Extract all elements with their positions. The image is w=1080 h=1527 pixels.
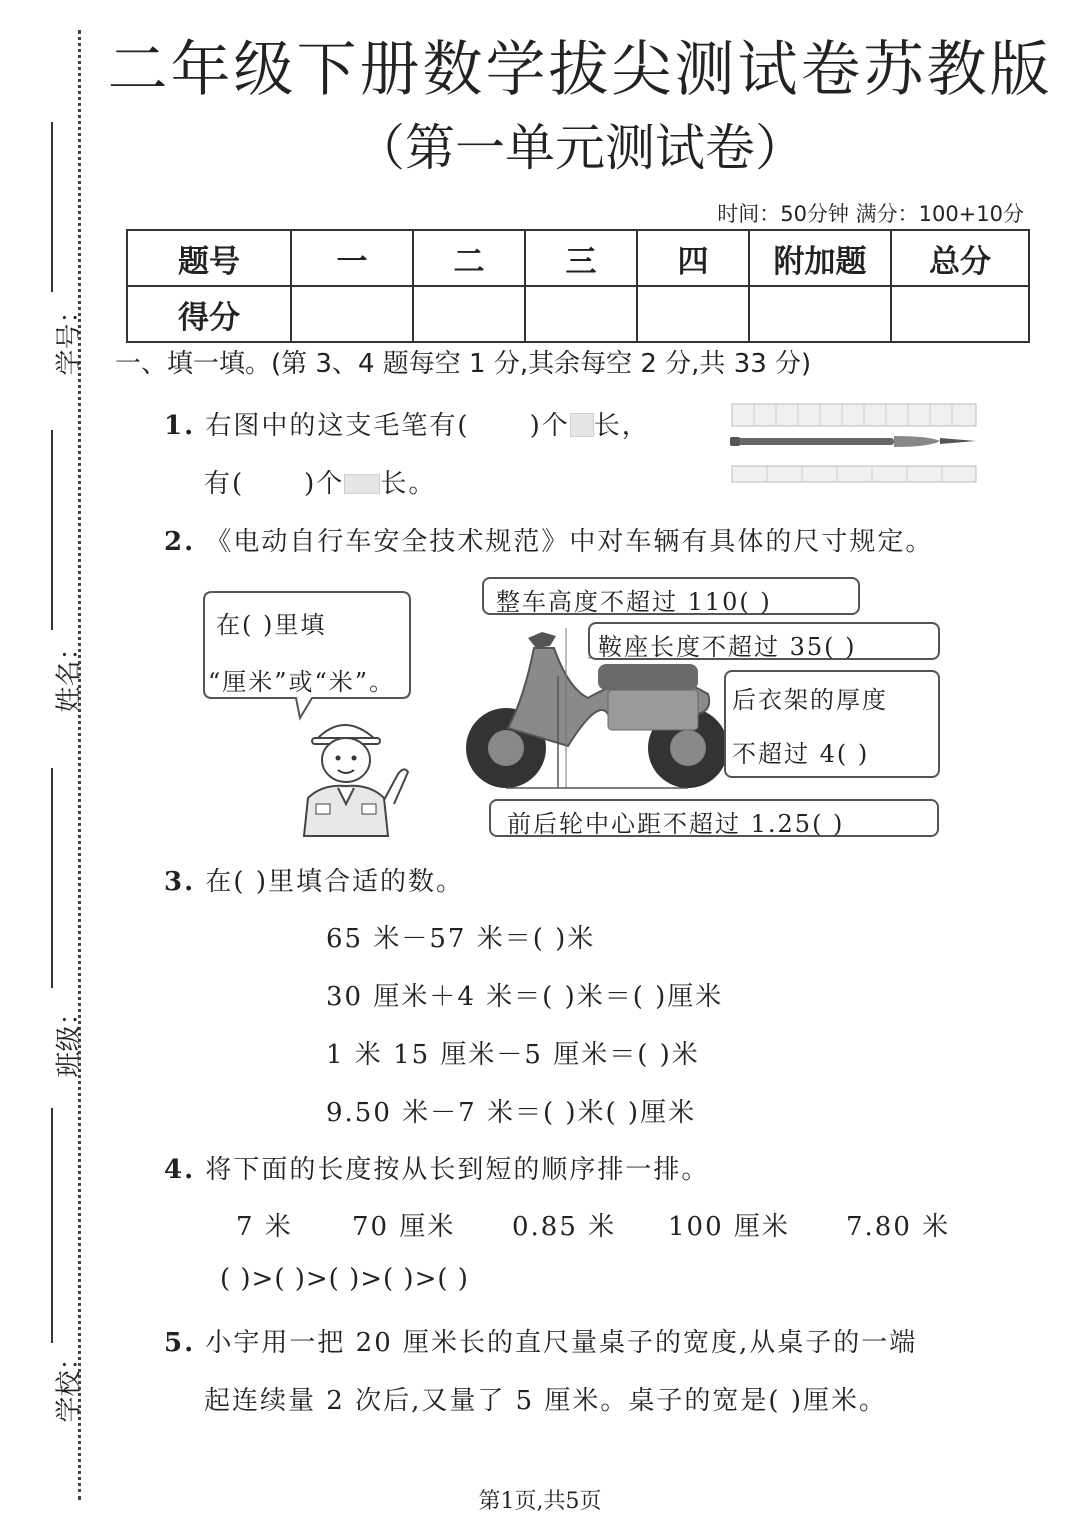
q1-text-d: 有( <box>204 469 245 499</box>
page-title: 二年级下册数学拔尖测试卷苏教版 <box>107 35 1053 105</box>
question-5-line1 <box>164 1322 917 1359</box>
score-header-cell: 总分 <box>891 230 1029 286</box>
name-label: 姓名： <box>54 634 85 713</box>
q3-equation-2: 30 厘米＋4 米＝( )米＝( )厘米 <box>326 982 724 1012</box>
class-line <box>51 768 53 988</box>
section-heading: 一、填一填。(第 3、4 题每空 1 分,其余每空 2 分,共 33 分) <box>115 349 812 379</box>
score-table-header-row <box>127 230 1029 286</box>
question-number: 4. <box>164 1155 196 1185</box>
q4-length-item: 7 米 <box>236 1212 293 1242</box>
label-height-text: 整车高度不超过 110( ) <box>496 588 772 616</box>
q3-equation-3: 1 米 15 厘米－5 厘米＝( )米 <box>326 1040 700 1070</box>
page-footer: 第1页,共5页 <box>478 1489 602 1514</box>
q4-order-blanks[interactable]: ( )>( )>( )>( )>( ) <box>220 1264 469 1294</box>
q2-text: 《电动自行车安全技术规范》中对车辆有具体的尺寸规定。 <box>205 527 934 557</box>
score-cell[interactable] <box>525 286 637 342</box>
question-number: 2. <box>164 527 196 557</box>
q1-text-b: )个 <box>529 411 570 441</box>
score-header-cell: 三 <box>525 230 637 286</box>
score-table <box>126 229 1030 343</box>
q4-length-item: 70 厘米 <box>352 1212 456 1242</box>
label-box-seat <box>588 622 940 660</box>
score-table-score-row <box>127 286 1029 342</box>
label-rack-text-2: 不超过 4( ) <box>732 740 870 768</box>
q3-equation-1: 65 米－57 米＝( )米 <box>326 924 596 954</box>
bottom-rect-grid <box>732 466 976 482</box>
q4-length-item: 7.80 米 <box>846 1212 951 1242</box>
score-row-label: 得分 <box>127 286 291 342</box>
q1-text-a: 右图中的这支毛笔有( <box>205 411 470 441</box>
label-wheel-text: 前后轮中心距不超过 1.25( ) <box>507 810 845 838</box>
time-info: 时间：50分钟 满分：100+10分 <box>717 202 1024 226</box>
score-cell[interactable] <box>749 286 891 342</box>
rectangle-unit-icon <box>344 474 380 494</box>
q4-length-item: 0.85 米 <box>512 1212 617 1242</box>
label-rack-text-1: 后衣架的厚度 <box>732 686 888 714</box>
question-2 <box>164 521 933 558</box>
school-line <box>51 1108 53 1343</box>
binding-dotted-line <box>78 30 81 1500</box>
q1-text-c: 长， <box>593 411 650 441</box>
score-cell[interactable] <box>637 286 749 342</box>
question-1-line1 <box>164 405 650 442</box>
small-square-unit-icon <box>570 413 594 437</box>
score-cell[interactable] <box>891 286 1029 342</box>
q1-text-f: 长。 <box>380 469 437 499</box>
bubble-line-1: 在( )里填 <box>216 611 327 639</box>
top-square-grid <box>732 404 976 426</box>
q1-text-e: )个 <box>304 469 345 499</box>
score-header-cell: 二 <box>413 230 525 286</box>
question-5-line2: 起连续量 2 次后,又量了 5 厘米。桌子的宽是( )厘米。 <box>204 1386 887 1416</box>
score-header-cell: 题号 <box>127 230 291 286</box>
bubble-line-2: “厘米”或“米”。 <box>208 668 396 696</box>
score-header-cell: 四 <box>637 230 749 286</box>
question-number: 5. <box>164 1328 196 1358</box>
brush-icon <box>730 436 976 447</box>
score-cell[interactable] <box>291 286 413 342</box>
worker-boy-illustration <box>282 708 412 838</box>
q4-length-item: 100 厘米 <box>668 1212 790 1242</box>
score-cell[interactable] <box>413 286 525 342</box>
name-line <box>51 430 53 630</box>
question-4 <box>164 1149 709 1186</box>
q4-text: 将下面的长度按从长到短的顺序排一排。 <box>205 1155 710 1185</box>
q3-equation-4: 9.50 米－7 米＝( )米( )厘米 <box>326 1098 697 1128</box>
question-number: 3. <box>164 867 196 897</box>
score-header-cell: 一 <box>291 230 413 286</box>
question-number: 1. <box>164 411 196 441</box>
student-no-label: 学号： <box>54 297 85 376</box>
brush-grid-figure <box>730 402 980 487</box>
page-subtitle: （第一单元测试卷） <box>355 119 805 177</box>
label-seat-text: 鞍座长度不超过 35( ) <box>598 633 857 661</box>
question-1-line2 <box>204 463 436 500</box>
score-header-cell: 附加题 <box>749 230 891 286</box>
label-box-height <box>482 577 860 615</box>
label-box-rack <box>724 670 940 778</box>
label-box-wheelbase <box>489 799 939 837</box>
school-label: 学校： <box>54 1344 85 1423</box>
q5-text-1: 小宇用一把 20 厘米长的直尺量桌子的宽度,从桌子的一端 <box>205 1328 918 1358</box>
class-label: 班级： <box>54 999 85 1078</box>
question-3 <box>164 861 464 898</box>
q3-text: 在( )里填合适的数。 <box>205 867 464 897</box>
